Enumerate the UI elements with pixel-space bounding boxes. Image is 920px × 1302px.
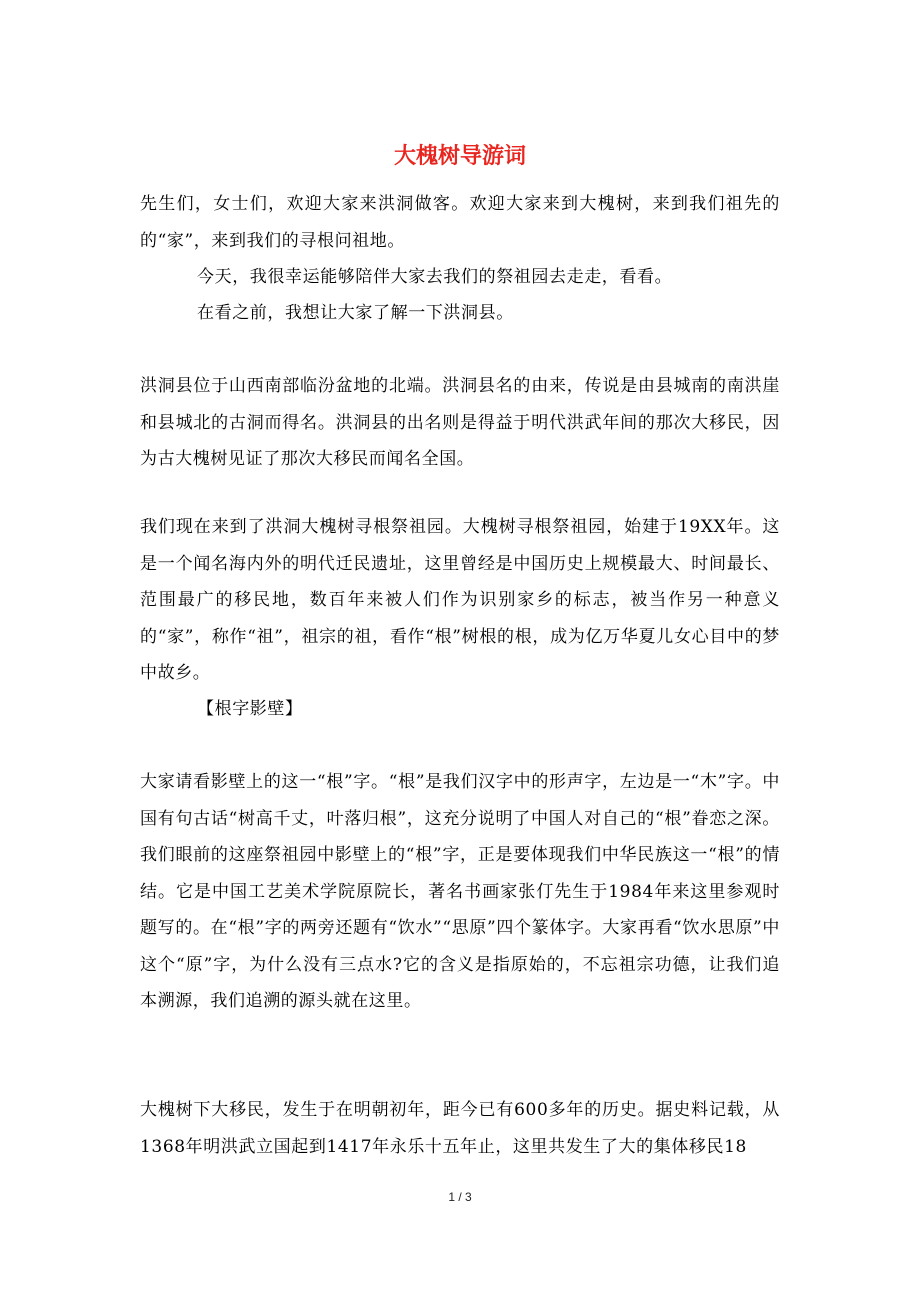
paragraph-welcome: 先生们，女士们，欢迎大家来洪洞做客。欢迎大家来到大槐树，来到我们祖先的的“家”，来到我们的寻根问祖地。 bbox=[140, 194, 780, 251]
paragraph-today: 今天，我很幸运能够陪伴大家去我们的祭祖园去走走，看看。 bbox=[197, 267, 673, 287]
paragraph-great-migration: 大槐树下大移民，发生于在明朝初年，距今已有600多年的历史。据史料记载，从1368年明洪武立国起到1417年永乐十五年止，这里共发生了大的集体移民18 bbox=[140, 1100, 780, 1157]
paragraph-gen-character: 大家请看影壁上的这一“根”字。“根”是我们汉字中的形声字，左边是一“木”字。中国有句古话“树高千丈，叶落归根”，这充分说明了中国人对自己的“根”眷恋之深。我们眼前的这座祭祖园中影壁上的“根”字，正是要体现我们中华民族这一“根”的情结。它是中国工艺美术学院原院长，著名书画家张仃先生于1984年来这里参观时题写的。在“根”字的两旁还题有“饮水”“思原”四个篆体字。大家再看“饮水思原”中这个“原”字，为什么没有三点水?它的含义是指原始的，不忘祖宗功德，让我们追本溯源，我们追溯的源头就在这里。 bbox=[140, 772, 780, 1011]
page-number: 1 / 3 bbox=[448, 1190, 472, 1204]
paragraph-before: 在看之前，我想让大家了解一下洪洞县。 bbox=[197, 303, 514, 323]
paragraph-hongtong-county: 洪洞县位于山西南部临汾盆地的北端。洪洞县名的由来，传说是由县城南的南洪崖和县城北的古洞而得名。洪洞县的出名则是得益于明代洪武年间的那次大移民，因为古大槐树见证了那次大移民而闻名全国。 bbox=[140, 376, 780, 469]
section-heading-gen-screen-wall: 【根字影壁】 bbox=[197, 699, 303, 719]
paragraph-ancestor-park: 我们现在来到了洪洞大槐树寻根祭祖园。大槐树寻根祭祖园，始建于19XX年。这是一个闻名海内外的明代迁民遗址，这里曾经是中国历史上规模最大、时间最长、范围最广的移民地，数百年来被人们作为识别家乡的标志，被当作另一种意义的“家”，称作“祖”，祖宗的祖，看作“根”树根的根，成为亿万华夏儿女心目中的梦中故乡。 bbox=[140, 517, 780, 683]
document-title: 大槐树导游词 bbox=[393, 143, 526, 169]
